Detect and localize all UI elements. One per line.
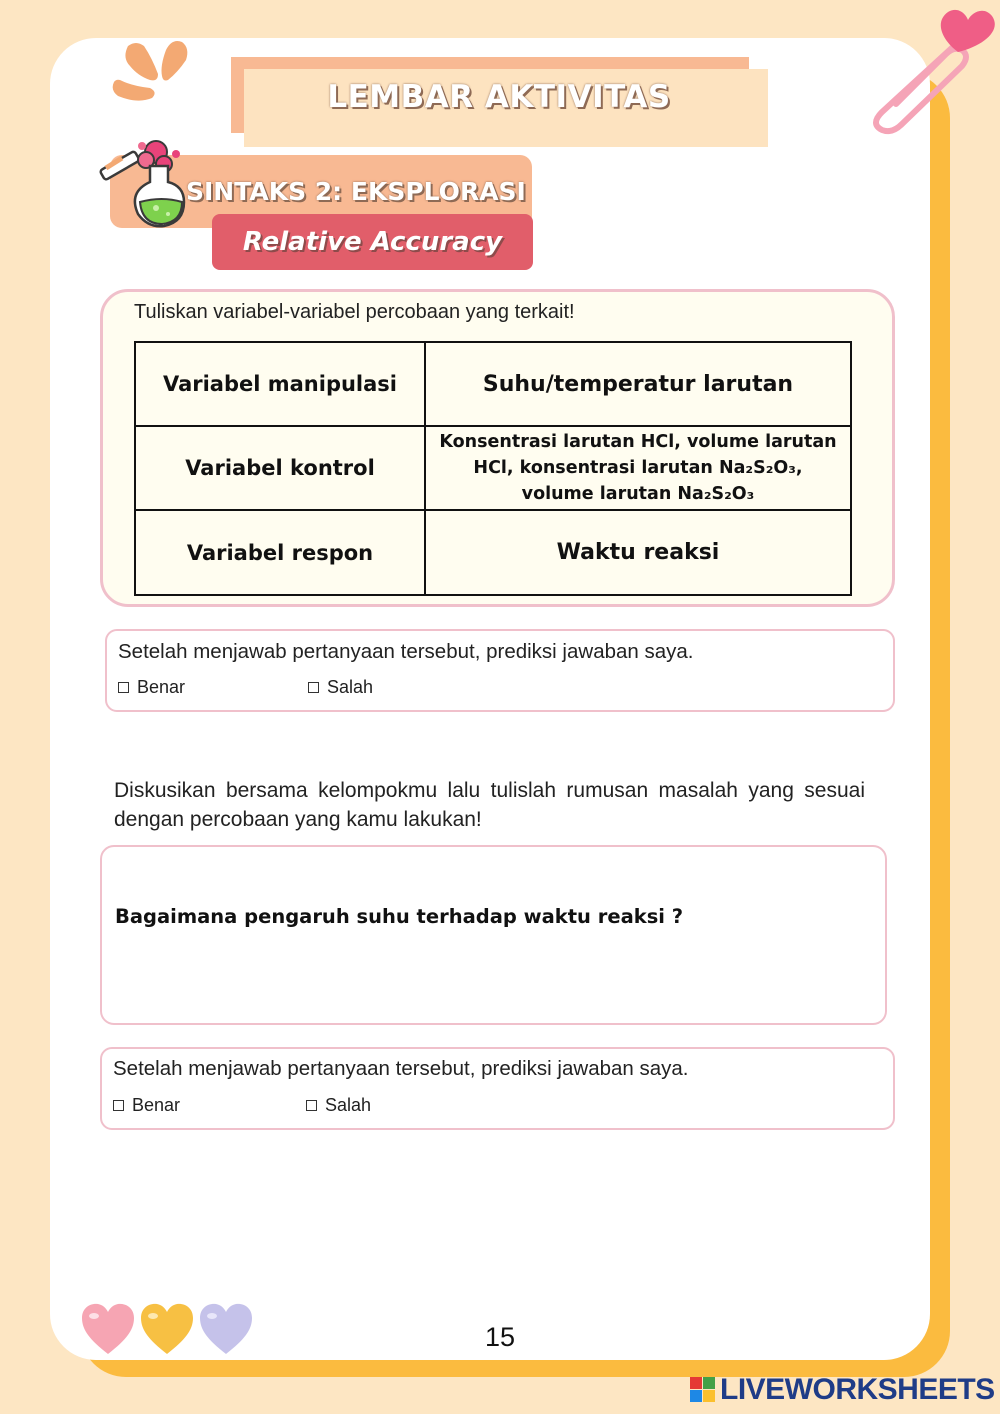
heart-yellow-icon [139,1302,195,1356]
checkbox-icon[interactable] [308,682,319,693]
page-title: LEMBAR AKTIVITAS [327,79,671,115]
variable-label: Variabel manipulasi [135,342,425,426]
sintaks-title: SINTAKS 2: EKSPLORASI [186,177,526,206]
prediction-text: Setelah menjawab pertanyaan tersebut, prediksi jawaban saya. [118,640,694,663]
brand-logo [690,1373,995,1407]
variable-label: Variabel respon [135,510,425,595]
checkbox-icon[interactable] [113,1100,124,1111]
answer-box[interactable] [100,845,887,1025]
table-row [135,510,851,595]
table-row [135,426,851,510]
burst-icon [108,36,193,106]
option-label: Salah [327,677,374,697]
table-row [135,342,851,426]
option-label: Benar [137,677,186,697]
checkbox-icon[interactable] [118,682,129,693]
liveworksheets-logo-icon [690,1377,716,1403]
option-salah[interactable] [308,677,373,698]
answer-text[interactable]: Bagaimana pengaruh suhu terhadap waktu reaksi ? [115,905,684,928]
variable-value[interactable]: Waktu reaksi [425,510,851,595]
option-benar[interactable] [113,1095,180,1116]
option-benar[interactable] [118,677,185,698]
variable-label: Variabel kontrol [135,426,425,510]
discussion-instruction: Diskusikan bersama kelompokmu lalu tulislah rumusan masalah yang sesuai dengan percobaan yang kamu lakukan! [114,779,865,831]
variable-value[interactable]: Suhu/temperatur larutan [425,342,851,426]
option-label: Benar [132,1095,181,1115]
checkbox-icon[interactable] [306,1100,317,1111]
option-label: Salah [325,1095,372,1115]
heart-pink-icon [80,1302,136,1356]
variable-value[interactable]: Konsentrasi larutan HCl, volume larutan HCl, konsentrasi larutan Na₂S₂O₃, volume larutan Na₂S₂O₃ [425,426,851,510]
variables-table [134,341,852,596]
paperclip-heart-icon [862,0,1000,135]
brand-text: LIVEWORKSHEETS [720,1373,995,1406]
option-salah[interactable] [306,1095,371,1116]
flask-icon [98,136,194,232]
variables-instruction: Tuliskan variabel-variabel percobaan yang terkait! [134,301,575,323]
subtitle-text: Relative Accuracy [242,227,503,257]
page-number: 15 [484,1322,516,1352]
prediction-text: Setelah menjawab pertanyaan tersebut, prediksi jawaban saya. [113,1057,689,1080]
heart-lavender-icon [198,1302,254,1356]
